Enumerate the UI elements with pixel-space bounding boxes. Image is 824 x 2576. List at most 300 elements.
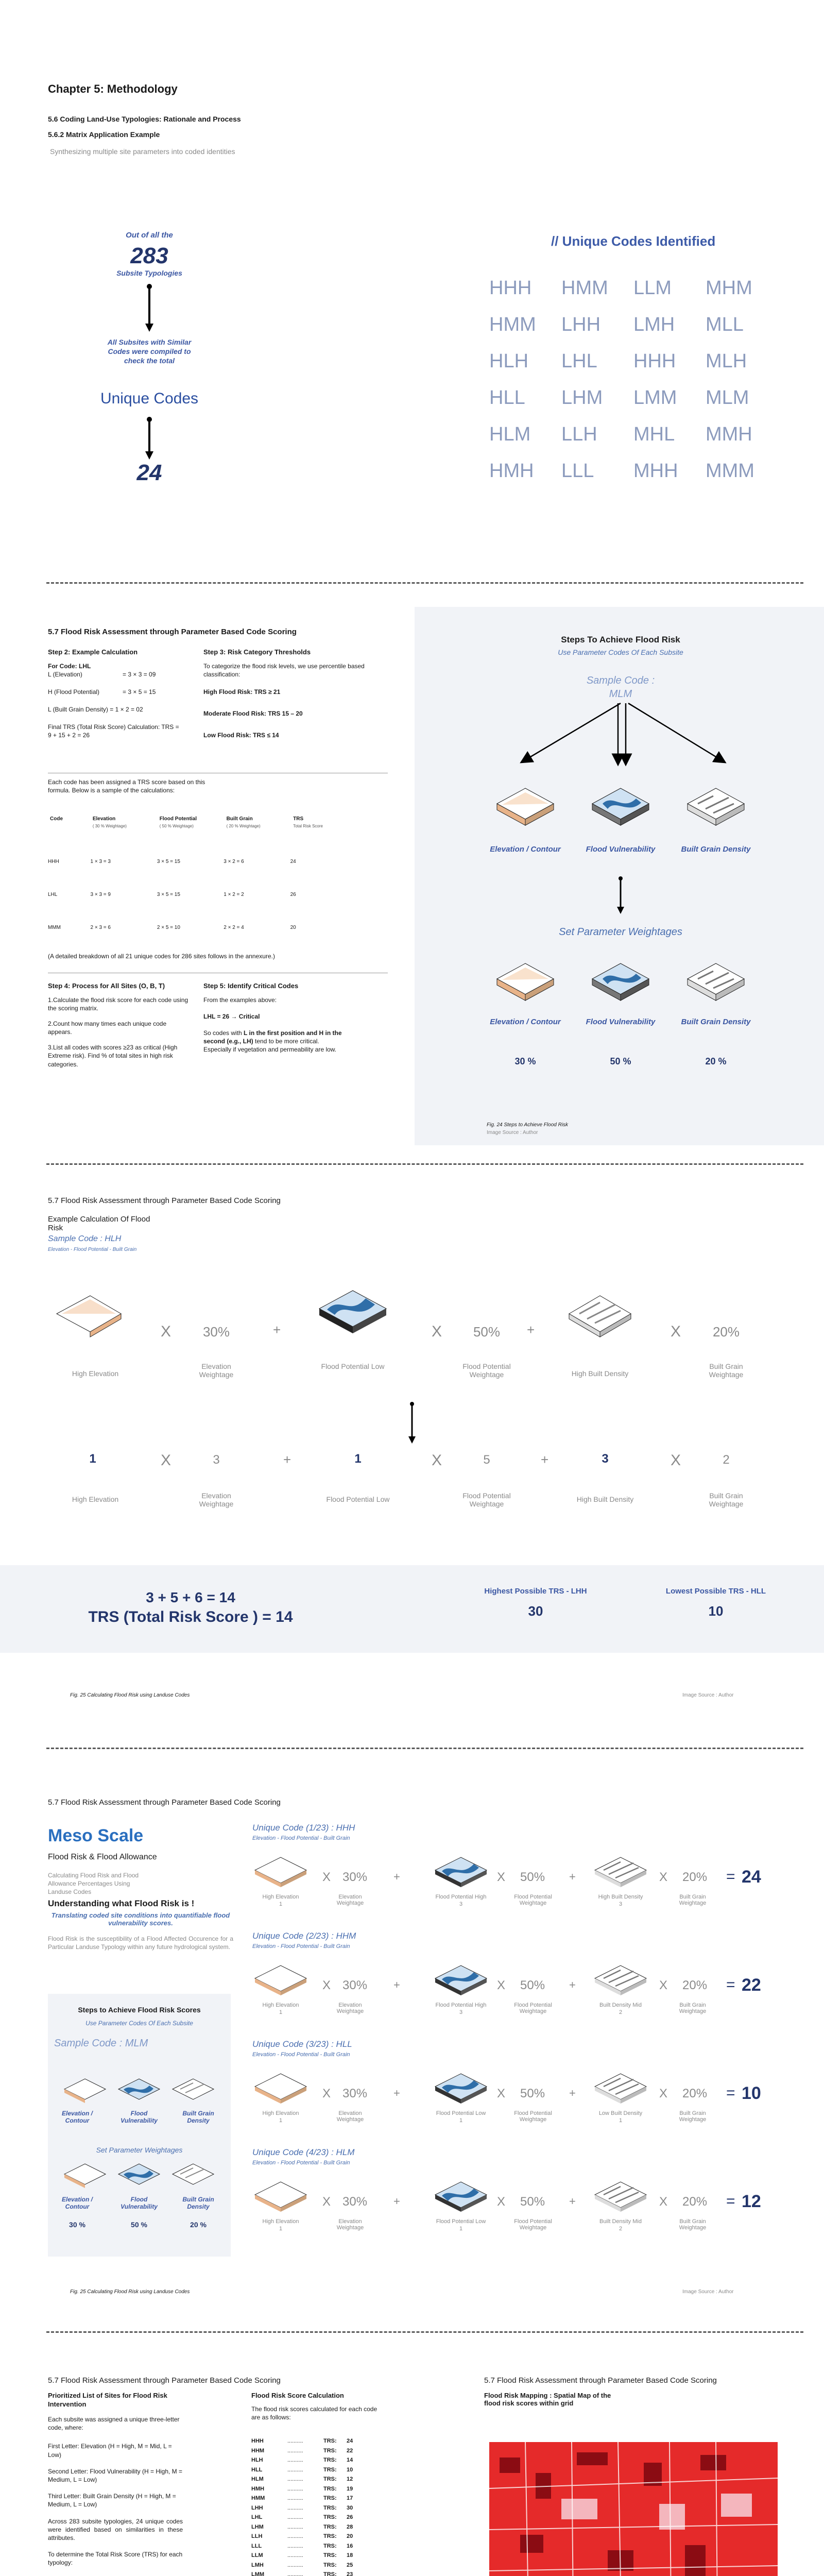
multiply-icon: X: [322, 2087, 331, 2100]
flood-tile-icon: [433, 2071, 489, 2110]
label-elevation: High Elevation: [262, 2110, 299, 2116]
chapter-title: Chapter 5: Methodology: [48, 82, 178, 95]
multiply-icon: X: [322, 2195, 331, 2209]
elevation-tile-icon: [492, 783, 559, 829]
step5-title: Step 5: Identify Critical Codes: [203, 982, 299, 990]
section-divider: [46, 2331, 803, 2333]
multiply-icon: X: [432, 1452, 442, 1469]
paragraph: Second Letter: Flood Vulnerability (H = High, M = Medium, L = Low): [48, 2467, 183, 2483]
elevation-weight: 30%: [342, 2087, 368, 2100]
score-code: LMM: [251, 2571, 265, 2576]
moderate-threshold: Moderate Flood Risk: TRS 15 – 20: [203, 710, 303, 718]
table-header: Code: [50, 816, 63, 822]
built-weight-value: 2: [723, 1453, 730, 1467]
code-cell: LMM: [633, 387, 677, 409]
arrow-down-icon: [615, 876, 626, 917]
highest-value: 30: [528, 1603, 543, 1619]
score-code: HMH: [251, 2485, 265, 2492]
plus-icon: +: [569, 2195, 576, 2208]
elevation-tile-icon: [252, 2071, 309, 2110]
label-built: Built Grain Density: [681, 845, 751, 854]
score-dots: ..........: [287, 2552, 303, 2558]
understand-title: Understanding what Flood Risk is !: [48, 1899, 195, 1908]
sample-code: Sample Code : HLH: [48, 1234, 122, 1243]
built-grain-tile-icon: [564, 1288, 636, 1340]
code-cell: LHM: [561, 387, 603, 409]
flood-weight: 50%: [520, 2087, 545, 2100]
trs-result: 12: [742, 2192, 761, 2211]
breakdown-note: (A detailed breakdown of all 21 unique codes for 286 sites follows in the annexure.): [48, 953, 275, 960]
score-value: 28: [347, 2523, 353, 2530]
understand-subtitle: Translating coded site conditions into quantifiable flood vulnerability scores.: [51, 1911, 230, 1927]
code-cell: MMM: [706, 460, 754, 482]
step5-item: LHL = 26 → Critical: [203, 1012, 260, 1020]
multiply-icon: X: [659, 1978, 668, 1992]
prior-title: Prioritized List of Sites for Flood Risk Intervention: [48, 2392, 167, 2408]
card-sample: Sample Code : MLM: [54, 2038, 148, 2049]
table-cell: MMM: [48, 924, 61, 930]
image-source: Image Source : Author: [682, 1692, 734, 1698]
label-elevation: Elevation / Contour: [490, 1018, 561, 1026]
label-weight: Elevation Weightage: [336, 2218, 364, 2231]
code-cell: HMM: [489, 314, 536, 335]
equals-icon: =: [726, 1976, 735, 1993]
table-header: Elevation: [92, 816, 116, 822]
score-row: [251, 2495, 375, 2505]
calc-text: The flood risk scores calculated for each code are as follows:: [251, 2405, 377, 2421]
flood-tile-icon: [587, 783, 654, 829]
equals-icon: =: [726, 2193, 735, 2210]
score-dots: ..........: [287, 2495, 303, 2501]
step2-title: Step 2: Example Calculation: [48, 648, 138, 656]
label-high-built: High Built Density: [571, 1369, 629, 1378]
multiply-icon: X: [497, 1978, 506, 1992]
sample-table-body: [48, 845, 357, 944]
elevation-tile-icon: [52, 1288, 124, 1340]
multiply-icon: X: [161, 1323, 171, 1340]
weight-flood: 50 %: [610, 1056, 631, 1066]
multiply-icon: X: [322, 1978, 331, 1992]
unique-count: 24: [136, 460, 162, 485]
sample-code-label: Sample Code :: [586, 675, 655, 686]
flood-score: 1: [354, 1452, 362, 1466]
score-code: LHM: [251, 2523, 264, 2530]
code-cell: LLL: [561, 460, 594, 482]
calc-title: Flood Risk Score Calculation: [251, 2392, 344, 2399]
score-code: HLL: [251, 2466, 263, 2473]
code-cell: MHL: [633, 423, 675, 445]
value-elevation: 1: [279, 1901, 283, 1907]
step5-item: Especially if vegetation and permeability are low.: [203, 1046, 337, 1054]
paragraph: Third Letter: Built Grain Density (H = High, M = Medium, L = Low): [48, 2493, 176, 2509]
weight-built: 20 %: [705, 1056, 727, 1066]
card-title: Steps to Achieve Flood Risk Scores: [78, 2006, 201, 2014]
subheading-3: Synthesizing multiple site parameters into coded identities: [50, 147, 235, 156]
score-dots: ..........: [287, 2523, 303, 2530]
score-trs-label: TRS:: [323, 2485, 337, 2492]
lowest-label: Lowest Possible TRS - HLL: [665, 1587, 766, 1596]
label-flood-low: Flood Potential Low: [321, 1362, 385, 1370]
label-weight: Built Grain Weightage: [679, 1894, 707, 1906]
set-param-title: Set Parameter Weightages: [559, 926, 682, 938]
value-built: 3: [619, 1901, 623, 1907]
plus-icon: +: [393, 1870, 400, 1883]
calc-title: Example Calculation Of Flood Risk: [48, 1215, 150, 1232]
plus-icon: +: [393, 2087, 400, 2099]
score-code: LHL: [251, 2514, 263, 2520]
multiply-icon: X: [497, 2195, 506, 2209]
tile-row-icon: [62, 2076, 216, 2105]
subheading-1: 5.6 Coding Land-Use Typologies: Rationale and Process: [48, 115, 241, 123]
score-trs-label: TRS:: [323, 2495, 337, 2501]
label-built-weight: Built Grain Weightage: [709, 1362, 744, 1379]
score-value: 30: [347, 2504, 353, 2511]
table-subheader: [48, 823, 91, 829]
section-divider: [46, 1748, 803, 1749]
table-cell: 2 × 5 = 10: [157, 924, 180, 930]
flood-weight-value: 5: [483, 1453, 490, 1467]
meso-subtitle: Flood Risk & Flood Allowance: [48, 1853, 157, 1861]
built-grain-tile-icon: [592, 1855, 649, 1893]
code-cell: MLM: [706, 387, 749, 409]
code-cell: LHL: [561, 350, 597, 372]
score-row: [251, 2448, 375, 2458]
score-trs-label: TRS:: [323, 2552, 337, 2558]
table-cell: 3 × 5 = 15: [157, 891, 180, 897]
score-row: [251, 2476, 375, 2486]
score-trs-label: TRS:: [323, 2457, 337, 2463]
plus-icon: +: [569, 1870, 576, 1883]
score-trs-label: TRS:: [323, 2466, 337, 2473]
multiply-icon: X: [432, 1323, 442, 1340]
multiply-icon: X: [161, 1452, 171, 1469]
score-code: HMM: [251, 2495, 265, 2501]
paragraph: Each subsite was assigned a unique three-letter code, where:: [48, 2416, 180, 2432]
built-weight: 20%: [682, 2087, 708, 2100]
code-cell: MLH: [706, 350, 747, 372]
section-header: 5.7 Flood Risk Assessment through Parameter Based Code Scoring: [48, 1196, 281, 1205]
label-flood: Flood Potential High: [435, 2002, 487, 2008]
multiply-icon: X: [659, 1870, 668, 1884]
branch-arrows-icon: [510, 701, 736, 773]
equals-icon: =: [726, 2084, 735, 2102]
value-built: 1: [619, 2117, 623, 2124]
built-weight: 20%: [712, 1324, 740, 1340]
score-row: [251, 2486, 375, 2496]
elevation-weight: 30%: [342, 2195, 368, 2209]
map-title: Flood Risk Mapping : Spatial Map of the flood risk scores within grid: [484, 2392, 611, 2407]
code-cell: LLM: [633, 277, 672, 299]
value-elevation: 1: [279, 2117, 283, 2124]
row-subtitle: Elevation - Flood Potential - Built Grain: [252, 1835, 350, 1841]
steps-title: Steps To Achieve Flood Risk: [561, 635, 680, 645]
built-grain-tile-icon: [592, 2071, 649, 2110]
trs-result: 22: [742, 1975, 761, 1995]
meso-desc: Calculating Flood Risk and Flood Allowance Percentages Using Landuse Codes: [48, 1872, 139, 1896]
table-cell: HHH: [48, 858, 59, 865]
label-built: Built Density Mid: [599, 2002, 642, 2008]
value-flood: 3: [459, 1901, 463, 1907]
score-dots: ..........: [287, 2504, 303, 2511]
lowest-value: 10: [708, 1603, 724, 1619]
score-value: 22: [347, 2447, 353, 2454]
score-code: LLM: [251, 2552, 263, 2558]
score-code: HLH: [251, 2457, 263, 2463]
table-cell: 2 × 3 = 6: [90, 924, 111, 930]
score-code: HLM: [251, 2476, 264, 2482]
steps-subtitle: Use Parameter Codes Of Each Subsite: [558, 648, 683, 656]
score-value: 16: [347, 2543, 353, 2549]
row-title: Unique Code (1/23) : HHH: [252, 1823, 355, 1833]
multiply-icon: X: [659, 2195, 668, 2209]
table-row: [48, 878, 357, 911]
score-value: 25: [347, 2562, 353, 2568]
calc-value: = 3 × 3 = 09: [123, 670, 156, 678]
label-elevation-weight: Elevation Weightage: [199, 1362, 234, 1379]
label-built: Built Density Mid: [599, 2218, 642, 2225]
built-score: 3: [602, 1452, 609, 1466]
figure-caption: Fig. 25 Calculating Flood Risk using Landuse Codes: [70, 1692, 190, 1698]
built-weight: 20%: [682, 1870, 708, 1884]
score-dots: ..........: [287, 2514, 303, 2520]
multiply-icon: X: [497, 2087, 506, 2100]
paragraph: First Letter: Elevation (H = High, M = Mid, L = Low): [48, 2443, 172, 2459]
label-weight: Flood Potential Weightage: [514, 2002, 552, 2014]
score-trs-label: TRS:: [323, 2543, 337, 2549]
code-cell: HHH: [633, 350, 676, 372]
plus-icon: +: [273, 1322, 281, 1337]
score-trs-label: TRS:: [323, 2476, 337, 2482]
label-flood: Flood Vulnerability: [586, 1018, 656, 1026]
score-row: [251, 2562, 375, 2572]
table-cell: 20: [290, 924, 296, 930]
elevation-tile-icon: [492, 958, 559, 1005]
step4-item: 1.Calculate the flood risk score for each code using the scoring matrix.: [48, 996, 188, 1012]
score-value: 23: [347, 2571, 353, 2576]
elevation-weight-value: 3: [213, 1453, 220, 1467]
arrow-down-icon: [407, 1401, 417, 1448]
label-built: Built Grain Density: [681, 1018, 751, 1026]
code-cell: LHH: [561, 314, 601, 335]
code-cell: HLM: [489, 423, 531, 445]
value-flood: 1: [459, 2226, 463, 2232]
elevation-weight: 30%: [342, 1978, 368, 1992]
total-subsites: 283: [130, 243, 168, 268]
subheading-2: 5.6.2 Matrix Application Example: [48, 130, 160, 139]
label-high-elevation: High Elevation: [72, 1495, 119, 1503]
table-cell: 24: [290, 858, 296, 865]
elevation-score: 1: [89, 1452, 96, 1466]
meso-title: Meso Scale: [48, 1826, 144, 1845]
table-cell: 3 × 3 = 9: [90, 891, 111, 897]
label-flood-weight: Flood Potential Weightage: [462, 1492, 511, 1508]
score-value: 14: [347, 2457, 353, 2463]
calc-value: = 3 × 5 = 15: [123, 688, 156, 696]
figure-caption: Fig. 24 Steps to Achieve Flood Risk: [487, 1122, 569, 1128]
trs-result: TRS (Total Risk Score ) = 14: [88, 1608, 293, 1625]
label-weight: Elevation Weightage: [336, 2002, 364, 2014]
built-grain-tile-icon: [682, 783, 749, 829]
score-dots: ..........: [287, 2466, 303, 2473]
score-list: [251, 2438, 375, 2576]
score-dots: ..........: [287, 2562, 303, 2568]
image-source: Image Source : Author: [682, 2289, 734, 2295]
label-elevation: Elevation / Contour: [61, 2110, 93, 2124]
label-weight: Flood Potential Weightage: [514, 2218, 552, 2231]
score-dots: ..........: [287, 2457, 303, 2463]
score-row: [251, 2524, 375, 2534]
value-built: 2: [619, 2226, 623, 2232]
score-trs-label: TRS:: [323, 2504, 337, 2511]
code-cell: LLH: [561, 423, 597, 445]
code-cell: HLL: [489, 387, 525, 409]
flood-weight: 50%: [520, 2195, 545, 2209]
table-subheader: ( 30 % Weightage): [92, 824, 127, 828]
label-flood-weight: Flood Potential Weightage: [462, 1362, 511, 1379]
plus-icon: +: [527, 1322, 535, 1337]
label-flood: Flood Vulnerability: [586, 845, 656, 854]
score-trs-label: TRS:: [323, 2562, 337, 2568]
table-header: Built Grain: [226, 816, 253, 822]
label-built: Built Grain Density: [182, 2110, 214, 2124]
score-trs-label: TRS:: [323, 2533, 337, 2539]
built-weight: 20%: [682, 1978, 708, 1992]
score-row: [251, 2533, 375, 2543]
code-cell: MHH: [633, 460, 678, 482]
low-threshold: Low Flood Risk: TRS ≤ 14: [203, 732, 279, 739]
each-code-text: Each code has been assigned a TRS score based on this formula. Below is a sample of the calculations:: [48, 778, 205, 794]
score-value: 24: [347, 2438, 353, 2444]
score-dots: ..........: [287, 2476, 303, 2482]
calc-label: H (Flood Potential): [48, 688, 100, 696]
map-section-header: 5.7 Flood Risk Assessment through Parameter Based Code Scoring: [484, 2376, 717, 2385]
code-cell: HLH: [489, 350, 529, 372]
section-header: 5.7 Flood Risk Assessment through Parameter Based Code Scoring: [48, 1798, 281, 1807]
step3-title: Step 3: Risk Category Thresholds: [203, 648, 311, 656]
label-elevation: High Elevation: [262, 2218, 299, 2225]
elevation-tile-icon: [252, 1855, 309, 1893]
row-subtitle: Elevation - Flood Potential - Built Grain: [252, 1943, 350, 1950]
score-code: HHH: [251, 2438, 264, 2444]
elevation-tile-icon: [252, 2179, 309, 2218]
score-value: 17: [347, 2495, 353, 2501]
prior-text: [48, 2415, 183, 2576]
sum-equation: 3 + 5 + 6 = 14: [146, 1589, 235, 1605]
elevation-weight: 30%: [342, 1870, 368, 1884]
score-code: LHH: [251, 2504, 263, 2511]
label-flood: Flood Vulnerability: [121, 2110, 158, 2124]
unique-codes-label: Unique Codes: [100, 390, 199, 407]
row-subtitle: Elevation - Flood Potential - Built Grain: [252, 2052, 350, 2058]
score-value: 26: [347, 2514, 353, 2520]
multiply-icon: X: [671, 1323, 681, 1340]
label-high-built: High Built Density: [576, 1495, 634, 1503]
flood-weight: 50%: [520, 1870, 545, 1884]
label-built: Built Grain Density: [182, 2196, 214, 2210]
score-value: 12: [347, 2476, 353, 2482]
out-of-label: Out of all the: [126, 231, 173, 240]
label-weight: Flood Potential Weightage: [514, 1894, 552, 1906]
row-subtitle: Elevation - Flood Potential - Built Grain: [252, 2160, 350, 2166]
understand-desc: Flood Risk is the susceptibility of a Flood Affected Occurence for a Particular Landuse Typology within any future hydrological system.: [48, 1935, 233, 1951]
score-value: 10: [347, 2466, 353, 2473]
score-code: LLL: [251, 2543, 262, 2549]
section-divider: [46, 582, 803, 584]
plus-icon: +: [393, 2195, 400, 2208]
built-weight: 20%: [682, 2195, 708, 2209]
value-elevation: 1: [279, 2226, 283, 2232]
card-subtitle: Use Parameter Codes Of Each Subsite: [85, 2020, 193, 2027]
built-grain-tile-icon: [592, 1963, 649, 2002]
score-code: LLH: [251, 2533, 263, 2539]
flood-tile-icon: [433, 1855, 489, 1893]
score-dots: ..........: [287, 2543, 303, 2549]
value-flood: 1: [459, 2117, 463, 2124]
sample-code-value: MLM: [609, 688, 632, 700]
tile-row-icon: [62, 2161, 216, 2190]
flood-tile-icon: [433, 2179, 489, 2218]
value-built: 2: [619, 2009, 623, 2015]
table-subheader: Total Risk Score: [293, 824, 323, 828]
step4-title: Step 4: Process for All Sites (O, B, T): [48, 982, 165, 990]
flood-risk-map: [489, 2442, 778, 2576]
figure-caption: Fig. 25 Calculating Flood Risk using Landuse Codes: [70, 2289, 190, 2295]
sample-calc-table: [48, 815, 357, 829]
step5-item: [203, 1029, 358, 1045]
final-trs: Final TRS (Total Risk Score) Calculation: TRS = 9 + 15 + 2 = 26: [48, 723, 179, 739]
label-elevation: Elevation / Contour: [490, 845, 561, 854]
plus-icon: +: [569, 1978, 576, 1991]
row-title: Unique Code (2/23) : HHM: [252, 1931, 356, 1941]
for-code: For Code: LHL: [48, 662, 91, 670]
trs-result: 24: [742, 1867, 761, 1887]
step4-item: 2.Count how many times each unique code appears.: [48, 1020, 167, 1036]
table-cell: 3 × 5 = 15: [157, 858, 180, 865]
table-row: [48, 845, 357, 878]
step5-emph: L in the first position and H in the second (e.g., LH): [203, 1029, 342, 1045]
flood-tile-icon: [587, 958, 654, 1005]
table-cell: 26: [290, 891, 296, 897]
steps-card: [48, 1994, 231, 2257]
score-trs-label: TRS:: [323, 2514, 337, 2520]
score-value: 20: [347, 2533, 353, 2539]
arrow-down-icon: [144, 283, 154, 335]
score-row: [251, 2552, 375, 2562]
score-trs-label: TRS:: [323, 2523, 337, 2530]
compiled-label: All Subsites with Similar Codes were compiled to check the total: [107, 338, 192, 365]
calc-line: [48, 670, 182, 679]
subsite-label: Subsite Typologies: [116, 269, 182, 277]
section-divider: [46, 1163, 803, 1165]
step5-text: tend to be more critical.: [253, 1038, 319, 1045]
label-built: Low Built Density: [598, 2110, 643, 2116]
step5-block: [203, 981, 358, 1054]
score-value: 19: [347, 2485, 353, 2492]
multiply-icon: X: [497, 1870, 506, 1884]
row-title: Unique Code (3/23) : HLL: [252, 2039, 352, 2049]
score-dots: ..........: [287, 2533, 303, 2539]
paragraph: To determine the Total Risk Score (TRS) for each typology:: [48, 2551, 183, 2567]
calc-line: L (Built Grain Density) = 1 × 2 = 02: [48, 706, 143, 714]
label-weight: Built Grain Weightage: [679, 2002, 707, 2014]
label-flood: Flood Potential High: [435, 1894, 487, 1900]
label-built: High Built Density: [598, 1894, 643, 1900]
image-source: Image Source : Author: [487, 1130, 538, 1136]
trs-result: 10: [742, 2083, 761, 2103]
label-weight: Built Grain Weightage: [679, 2218, 707, 2231]
score-dots: ..........: [287, 2438, 303, 2444]
table-header: TRS: [293, 816, 304, 822]
